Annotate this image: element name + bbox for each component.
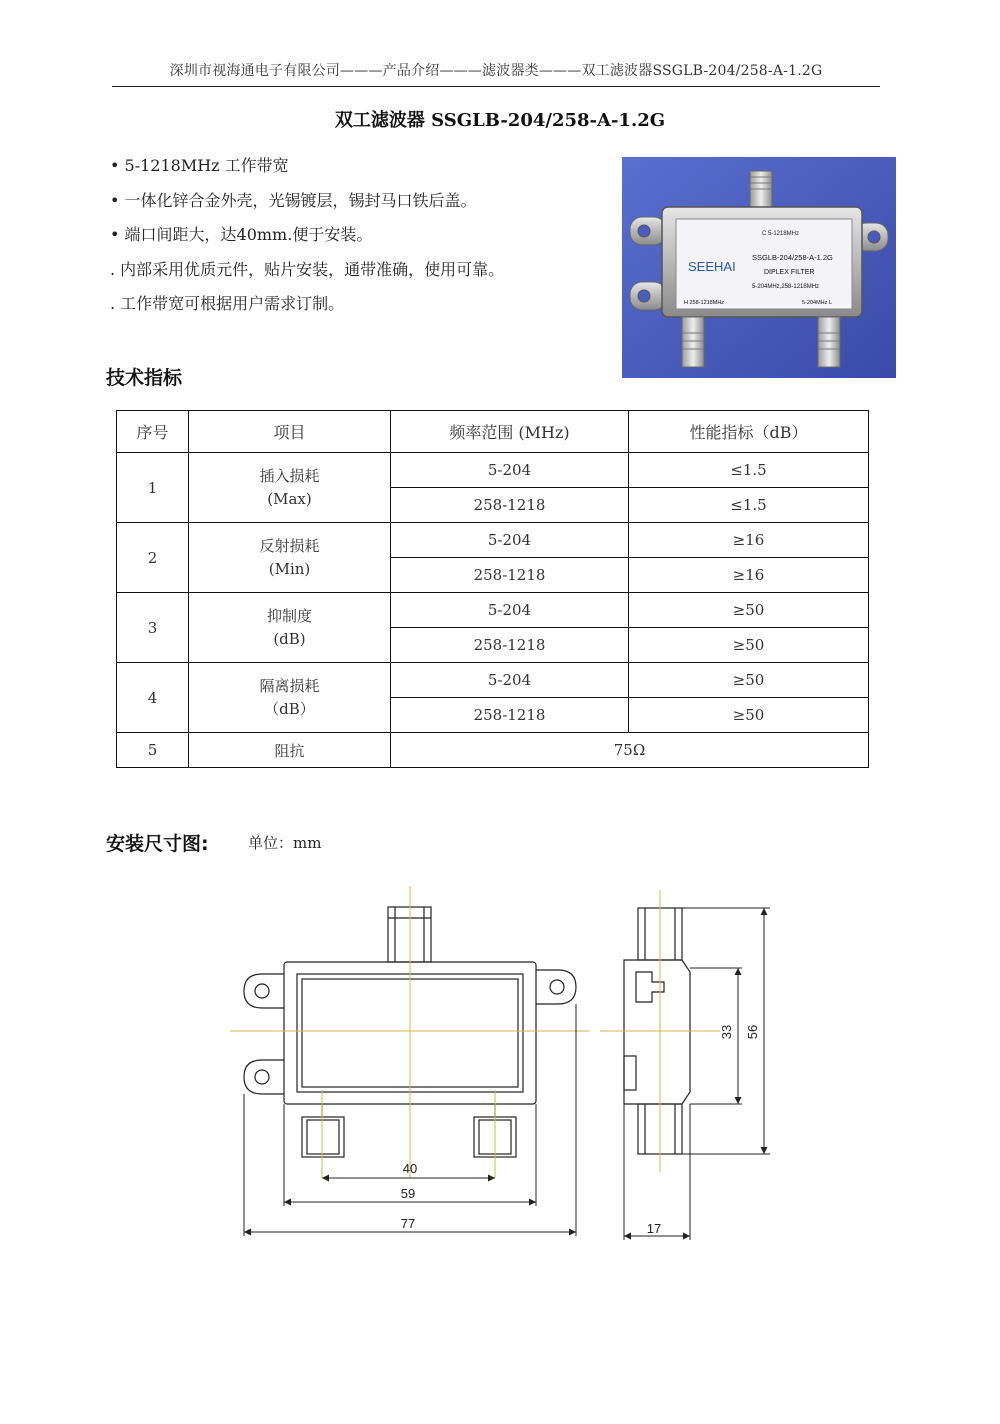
freq-range: 5-204 xyxy=(391,523,629,558)
column-header: 项目 xyxy=(189,411,391,453)
label-h-port: H 258-1218MHz xyxy=(684,300,725,306)
dimension-lines xyxy=(244,908,770,1240)
freq-range: 258-1218 xyxy=(391,698,629,733)
row-item xyxy=(189,453,391,523)
spec-value: ≥16 xyxy=(629,523,869,558)
item-note: （dB） xyxy=(264,699,315,718)
freq-range: 258-1218 xyxy=(391,488,629,523)
table-header-row xyxy=(117,411,869,453)
install-section-title: 安装尺寸图: xyxy=(106,833,209,855)
feature-item: • 5-1218MHz 工作带宽 xyxy=(110,156,289,175)
row-item: 阻抗 xyxy=(189,733,391,768)
freq-range: 5-204 xyxy=(391,663,629,698)
spec-value: ≥50 xyxy=(629,593,869,628)
column-header: 序号 xyxy=(117,411,189,453)
label-l-port: 5-204MHz L xyxy=(802,300,832,306)
label-c-port: C 5-1218MHz xyxy=(762,231,800,237)
spec-value: ≤1.5 xyxy=(629,453,869,488)
row-number: 5 xyxy=(117,733,189,768)
row-item xyxy=(189,663,391,733)
item-name: 插入损耗 xyxy=(259,466,320,485)
item-note: (dB) xyxy=(273,629,306,648)
dim-body-width: 59 xyxy=(400,1186,416,1201)
item-name: 反射损耗 xyxy=(259,536,320,555)
table-row xyxy=(117,733,869,768)
freq-range: 258-1218 xyxy=(391,558,629,593)
spec-value: ≥16 xyxy=(629,558,869,593)
table-row xyxy=(117,663,869,698)
spec-value: 75Ω xyxy=(391,733,869,768)
feature-item: . 工作带宽可根据用户需求订制。 xyxy=(110,294,345,313)
feature-list xyxy=(110,152,610,325)
row-number: 1 xyxy=(117,453,189,523)
row-number: 4 xyxy=(117,663,189,733)
dim-body-height: 33 xyxy=(719,1024,734,1040)
unit-label: 单位：mm xyxy=(248,834,322,852)
label-model: SSGLB-204/258-A-1.2G xyxy=(752,253,833,262)
feature-item: • 端口间距大，达40mm.便于安装。 xyxy=(110,225,373,244)
freq-range: 5-204 xyxy=(391,453,629,488)
row-item xyxy=(189,523,391,593)
column-header: 性能指标（dB） xyxy=(629,411,869,453)
row-number: 3 xyxy=(117,593,189,663)
top-connector xyxy=(750,171,772,211)
product-photo xyxy=(622,157,896,378)
item-name: 隔离损耗 xyxy=(259,676,320,695)
center-lines xyxy=(230,886,720,1178)
feature-item: . 内部采用优质元件，贴片安装，通带准确，使用可靠。 xyxy=(110,259,505,279)
page-header: 深圳市视海通电子有限公司———产品介绍———滤波器类———双工滤波器SSGLB-204/258-A-1.2G xyxy=(169,63,823,79)
label-bands: 5-204MHz,258-1218MHz xyxy=(752,284,820,290)
dim-depth: 17 xyxy=(646,1221,662,1236)
spec-value: ≤1.5 xyxy=(629,488,869,523)
dim-port-spacing: 40 xyxy=(402,1161,418,1176)
row-number: 2 xyxy=(117,523,189,593)
item-note: (Min) xyxy=(268,559,311,578)
item-name: 抑制度 xyxy=(266,606,312,625)
spec-value: ≥50 xyxy=(629,663,869,698)
table-row xyxy=(117,523,869,558)
spec-table xyxy=(116,410,869,768)
column-header: 频率范围 (MHz) xyxy=(391,411,629,453)
dim-total-height: 56 xyxy=(745,1024,760,1040)
dimension-drawing xyxy=(0,870,1000,1250)
table-row xyxy=(117,593,869,628)
label-brand: SEEHAI xyxy=(688,259,736,274)
spec-section-title: 技术指标 xyxy=(106,367,183,389)
label-type: DIPLEX FILTER xyxy=(764,269,815,276)
bottom-connector-left xyxy=(682,317,704,367)
item-note: (Max) xyxy=(267,489,312,508)
bottom-connector-right xyxy=(818,317,840,367)
header-rule xyxy=(112,86,880,87)
freq-range: 5-204 xyxy=(391,593,629,628)
row-item xyxy=(189,593,391,663)
feature-item: • 一体化锌合金外壳，光锡镀层，锡封马口铁后盖。 xyxy=(110,190,477,210)
table-row xyxy=(117,453,869,488)
document-title: 双工滤波器 SSGLB-204/258-A-1.2G xyxy=(334,110,666,131)
dim-total-width: 77 xyxy=(400,1216,416,1231)
spec-value: ≥50 xyxy=(629,698,869,733)
freq-range: 258-1218 xyxy=(391,628,629,663)
spec-value: ≥50 xyxy=(629,628,869,663)
